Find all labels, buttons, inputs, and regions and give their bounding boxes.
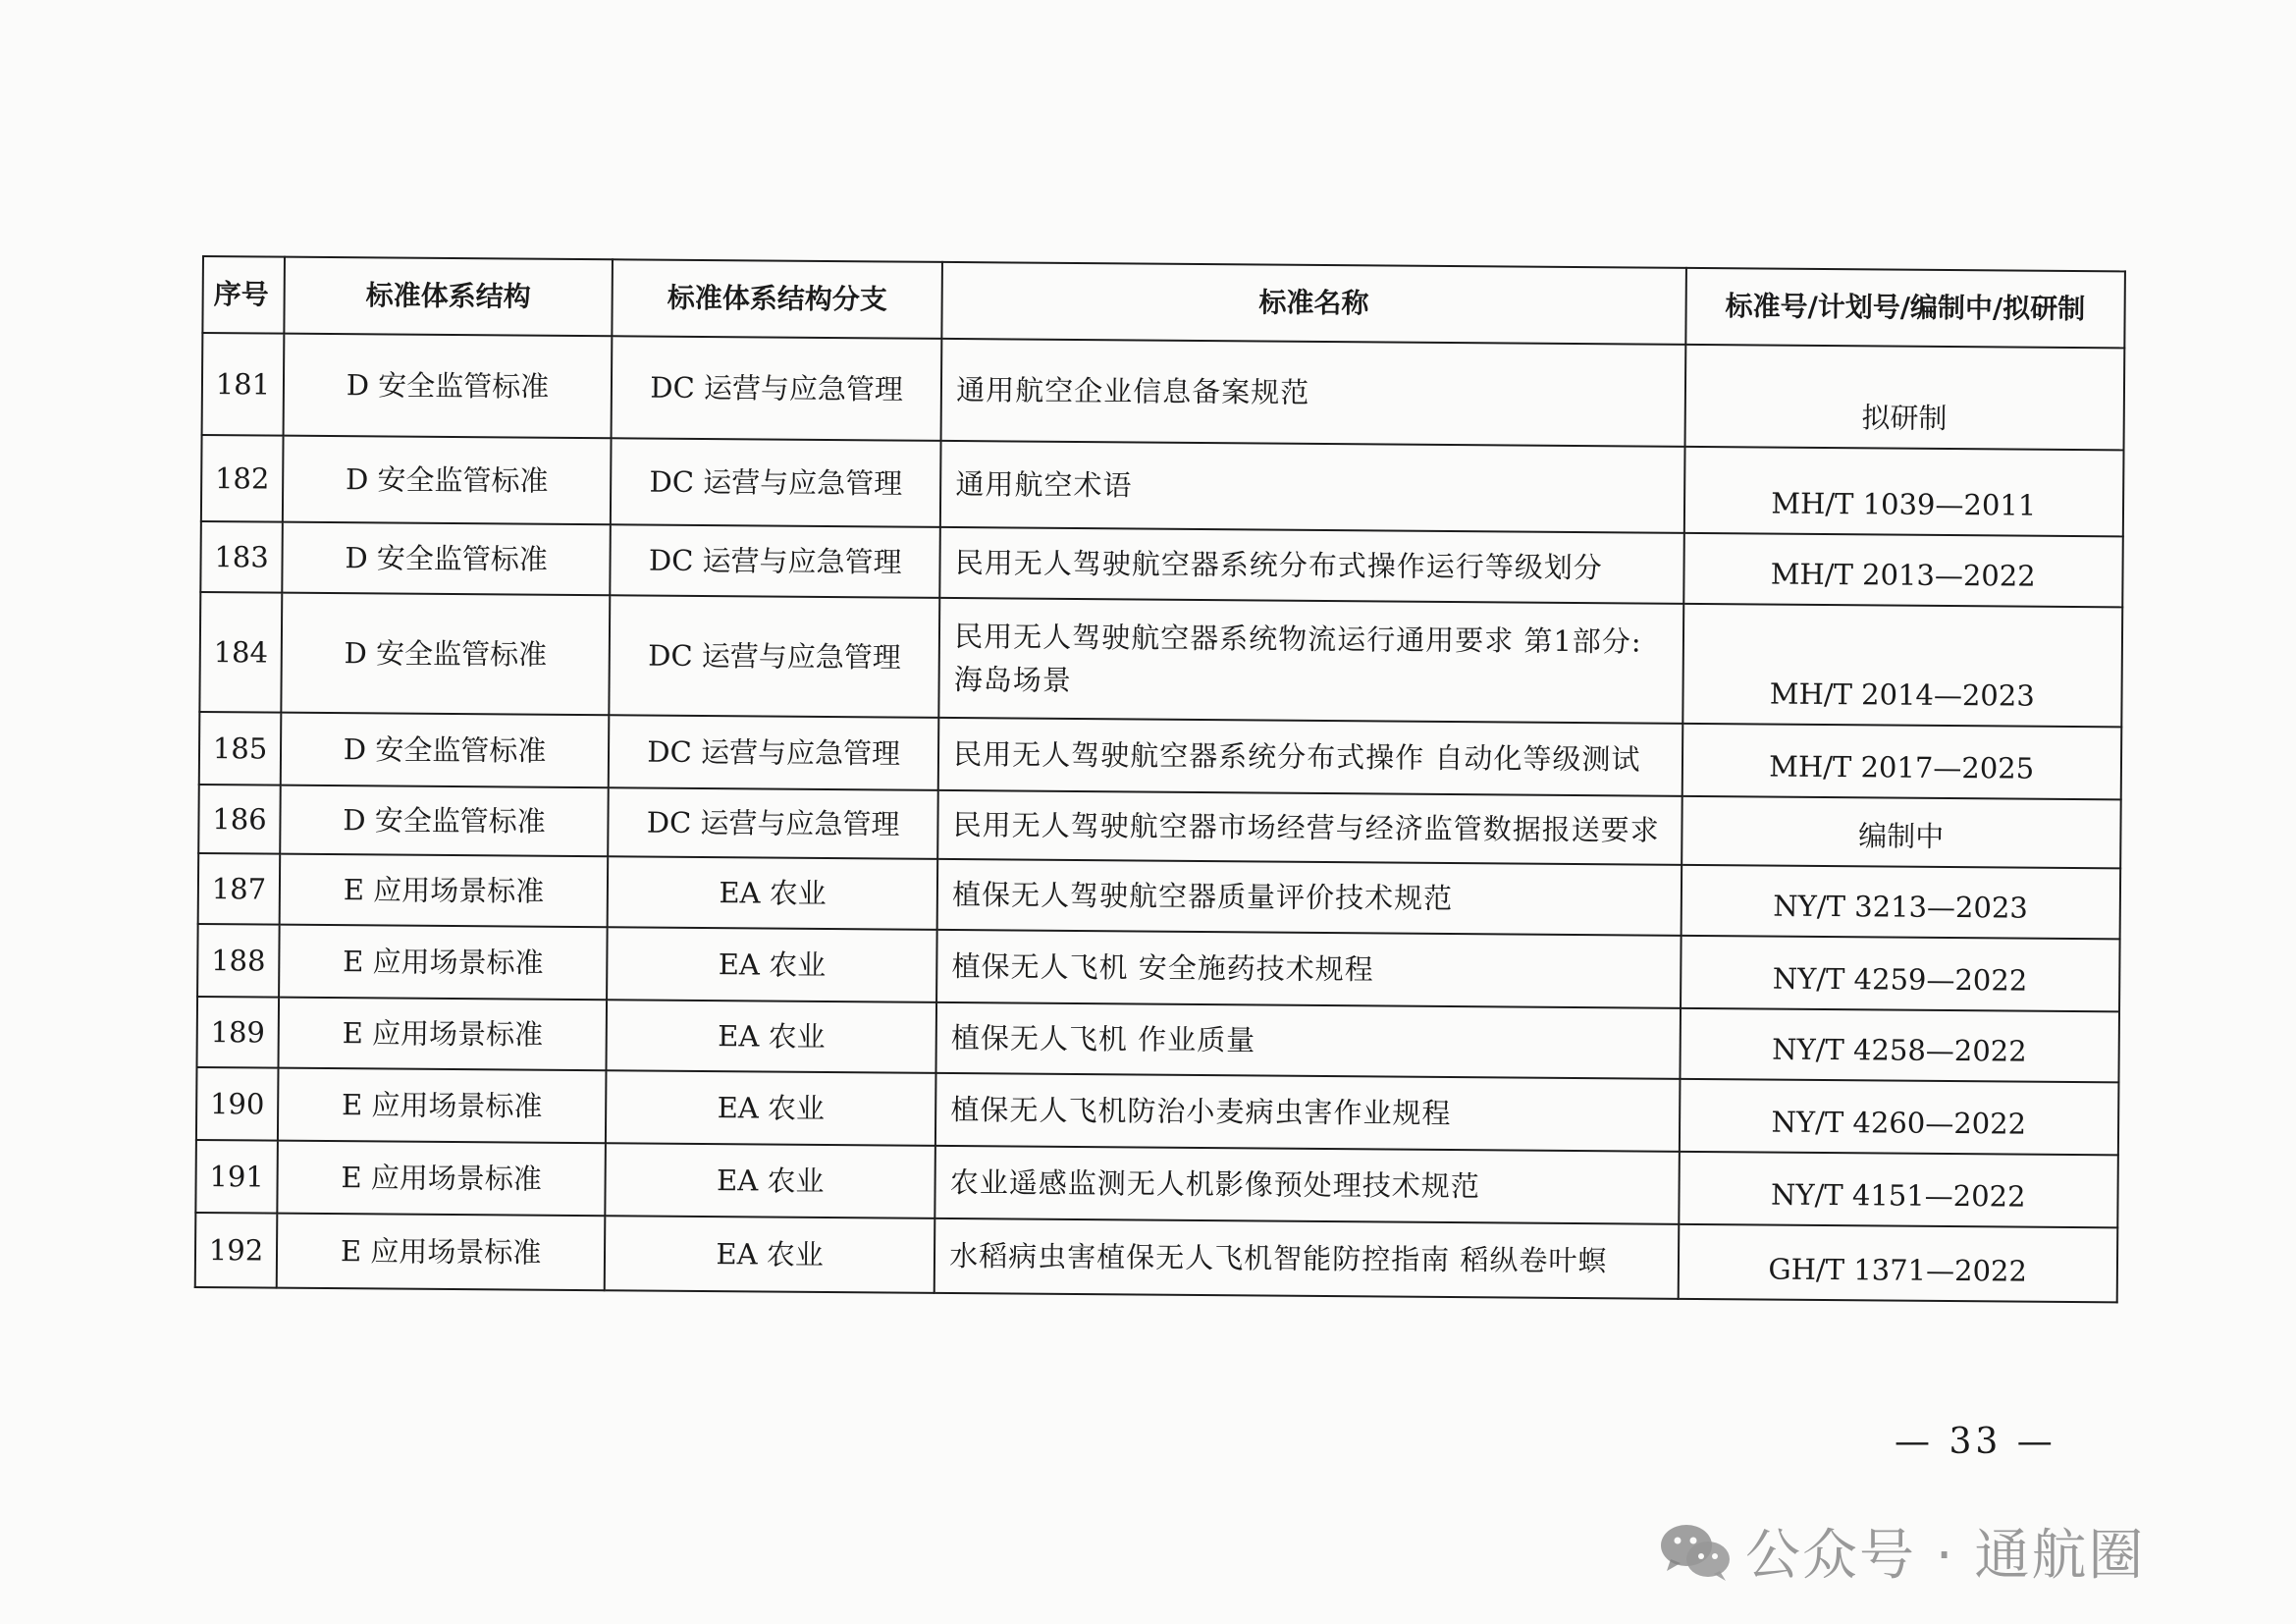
row-branch: EA 农业: [606, 1070, 936, 1146]
row-standard-name: 植保无人飞机防治小麦病虫害作业规程: [935, 1073, 1680, 1152]
header-standard-name: 标准名称: [942, 262, 1686, 345]
row-branch: EA 农业: [607, 1000, 937, 1073]
row-standard-name: 农业遥感监测无人机影像预处理技术规范: [935, 1146, 1680, 1224]
row-index: 185: [199, 712, 282, 785]
row-standard-code: MH/T 2014—2023: [1682, 604, 2122, 728]
page-number: — 33 —: [1895, 1422, 2056, 1462]
row-index: 182: [201, 435, 284, 522]
row-standard-name: 民用无人驾驶航空器系统分布式操作运行等级划分: [940, 527, 1684, 604]
table-row: [199, 592, 2122, 727]
row-standard-code: NY/T 4151—2022: [1679, 1152, 2118, 1228]
watermark-text: 公众号 · 通航圈: [1745, 1524, 2146, 1588]
standards-table: [194, 255, 2126, 1303]
table-row: [202, 333, 2125, 450]
row-branch: DC 运营与应急管理: [611, 438, 941, 527]
header-branch: 标准体系结构分支: [612, 259, 942, 339]
row-structure: E 应用场景标准: [277, 1214, 606, 1291]
row-standard-name: 水稻病虫害植保无人飞机智能防控指南 稻纵卷叶螟: [934, 1218, 1679, 1299]
row-standard-code: MH/T 2017—2025: [1682, 724, 2121, 800]
row-standard-code: MH/T 2013—2022: [1683, 533, 2123, 608]
row-standard-code: 编制中: [1682, 796, 2121, 869]
row-standard-code: MH/T 1039—2011: [1683, 447, 2123, 537]
row-index: 188: [197, 924, 280, 998]
row-standard-code: GH/T 1371—2022: [1678, 1224, 2117, 1303]
row-standard-name: 民用无人驾驶航空器系统物流运行通用要求 第1部分:海岛场景: [939, 598, 1683, 724]
row-standard-code: NY/T 3213—2023: [1681, 865, 2120, 940]
watermark: [1659, 1512, 2145, 1591]
row-standard-name: 植保无人飞机 安全施药技术规程: [936, 930, 1681, 1008]
row-standard-code: NY/T 4258—2022: [1680, 1008, 2119, 1083]
row-branch: DC 运营与应急管理: [609, 715, 939, 790]
row-index: 181: [202, 333, 285, 436]
row-branch: EA 农业: [607, 927, 937, 1002]
row-standard-code: NY/T 4259—2022: [1681, 936, 2120, 1012]
row-standard-code: 拟研制: [1684, 345, 2124, 451]
header-index: 序号: [202, 256, 285, 334]
row-branch: EA 农业: [608, 856, 938, 930]
row-structure: E 应用场景标准: [280, 854, 609, 928]
row-index: 192: [195, 1213, 278, 1288]
row-index: 184: [199, 592, 282, 713]
row-index: 190: [196, 1067, 279, 1141]
row-index: 187: [198, 853, 281, 925]
row-standard-name: 植保无人飞机 作业质量: [936, 1002, 1681, 1079]
row-structure: E 应用场景标准: [277, 1141, 606, 1217]
row-standard-name: 民用无人驾驶航空器市场经营与经济监管数据报送要求: [937, 790, 1682, 865]
row-branch: EA 农业: [605, 1216, 935, 1293]
row-structure: E 应用场景标准: [278, 1068, 607, 1144]
row-structure: D 安全监管标准: [284, 334, 613, 439]
row-structure: D 安全监管标准: [280, 785, 609, 857]
row-structure: E 应用场景标准: [279, 998, 608, 1071]
row-structure: D 安全监管标准: [281, 713, 610, 788]
row-index: 183: [200, 521, 283, 593]
row-standard-name: 通用航空企业信息备案规范: [941, 339, 1685, 447]
row-branch: DC 运营与应急管理: [608, 787, 938, 859]
header-standard-code: 标准号/计划号/编制中/拟研制: [1685, 268, 2125, 349]
row-structure: D 安全监管标准: [281, 593, 610, 716]
wechat-icon: [1659, 1520, 1732, 1583]
table-row: [195, 1213, 2118, 1302]
row-branch: EA 农业: [605, 1143, 935, 1218]
table-row: [201, 435, 2124, 536]
row-branch: DC 运营与应急管理: [610, 524, 940, 598]
row-branch: DC 运营与应急管理: [609, 595, 939, 718]
table-body: [195, 333, 2125, 1302]
row-standard-name: 民用无人驾驶航空器系统分布式操作 自动化等级测试: [938, 718, 1682, 796]
row-index: 186: [198, 785, 281, 854]
row-structure: D 安全监管标准: [282, 522, 611, 596]
row-index: 191: [195, 1140, 278, 1214]
row-standard-code: NY/T 4260—2022: [1679, 1079, 2118, 1156]
row-branch: DC 运营与应急管理: [612, 336, 942, 441]
row-index: 189: [197, 997, 280, 1068]
row-structure: E 应用场景标准: [279, 925, 608, 1001]
row-structure: D 安全监管标准: [283, 436, 612, 525]
row-standard-name: 通用航空术语: [940, 441, 1684, 533]
header-structure: 标准体系结构: [284, 257, 613, 337]
row-standard-name: 植保无人驾驶航空器质量评价技术规范: [937, 859, 1682, 936]
